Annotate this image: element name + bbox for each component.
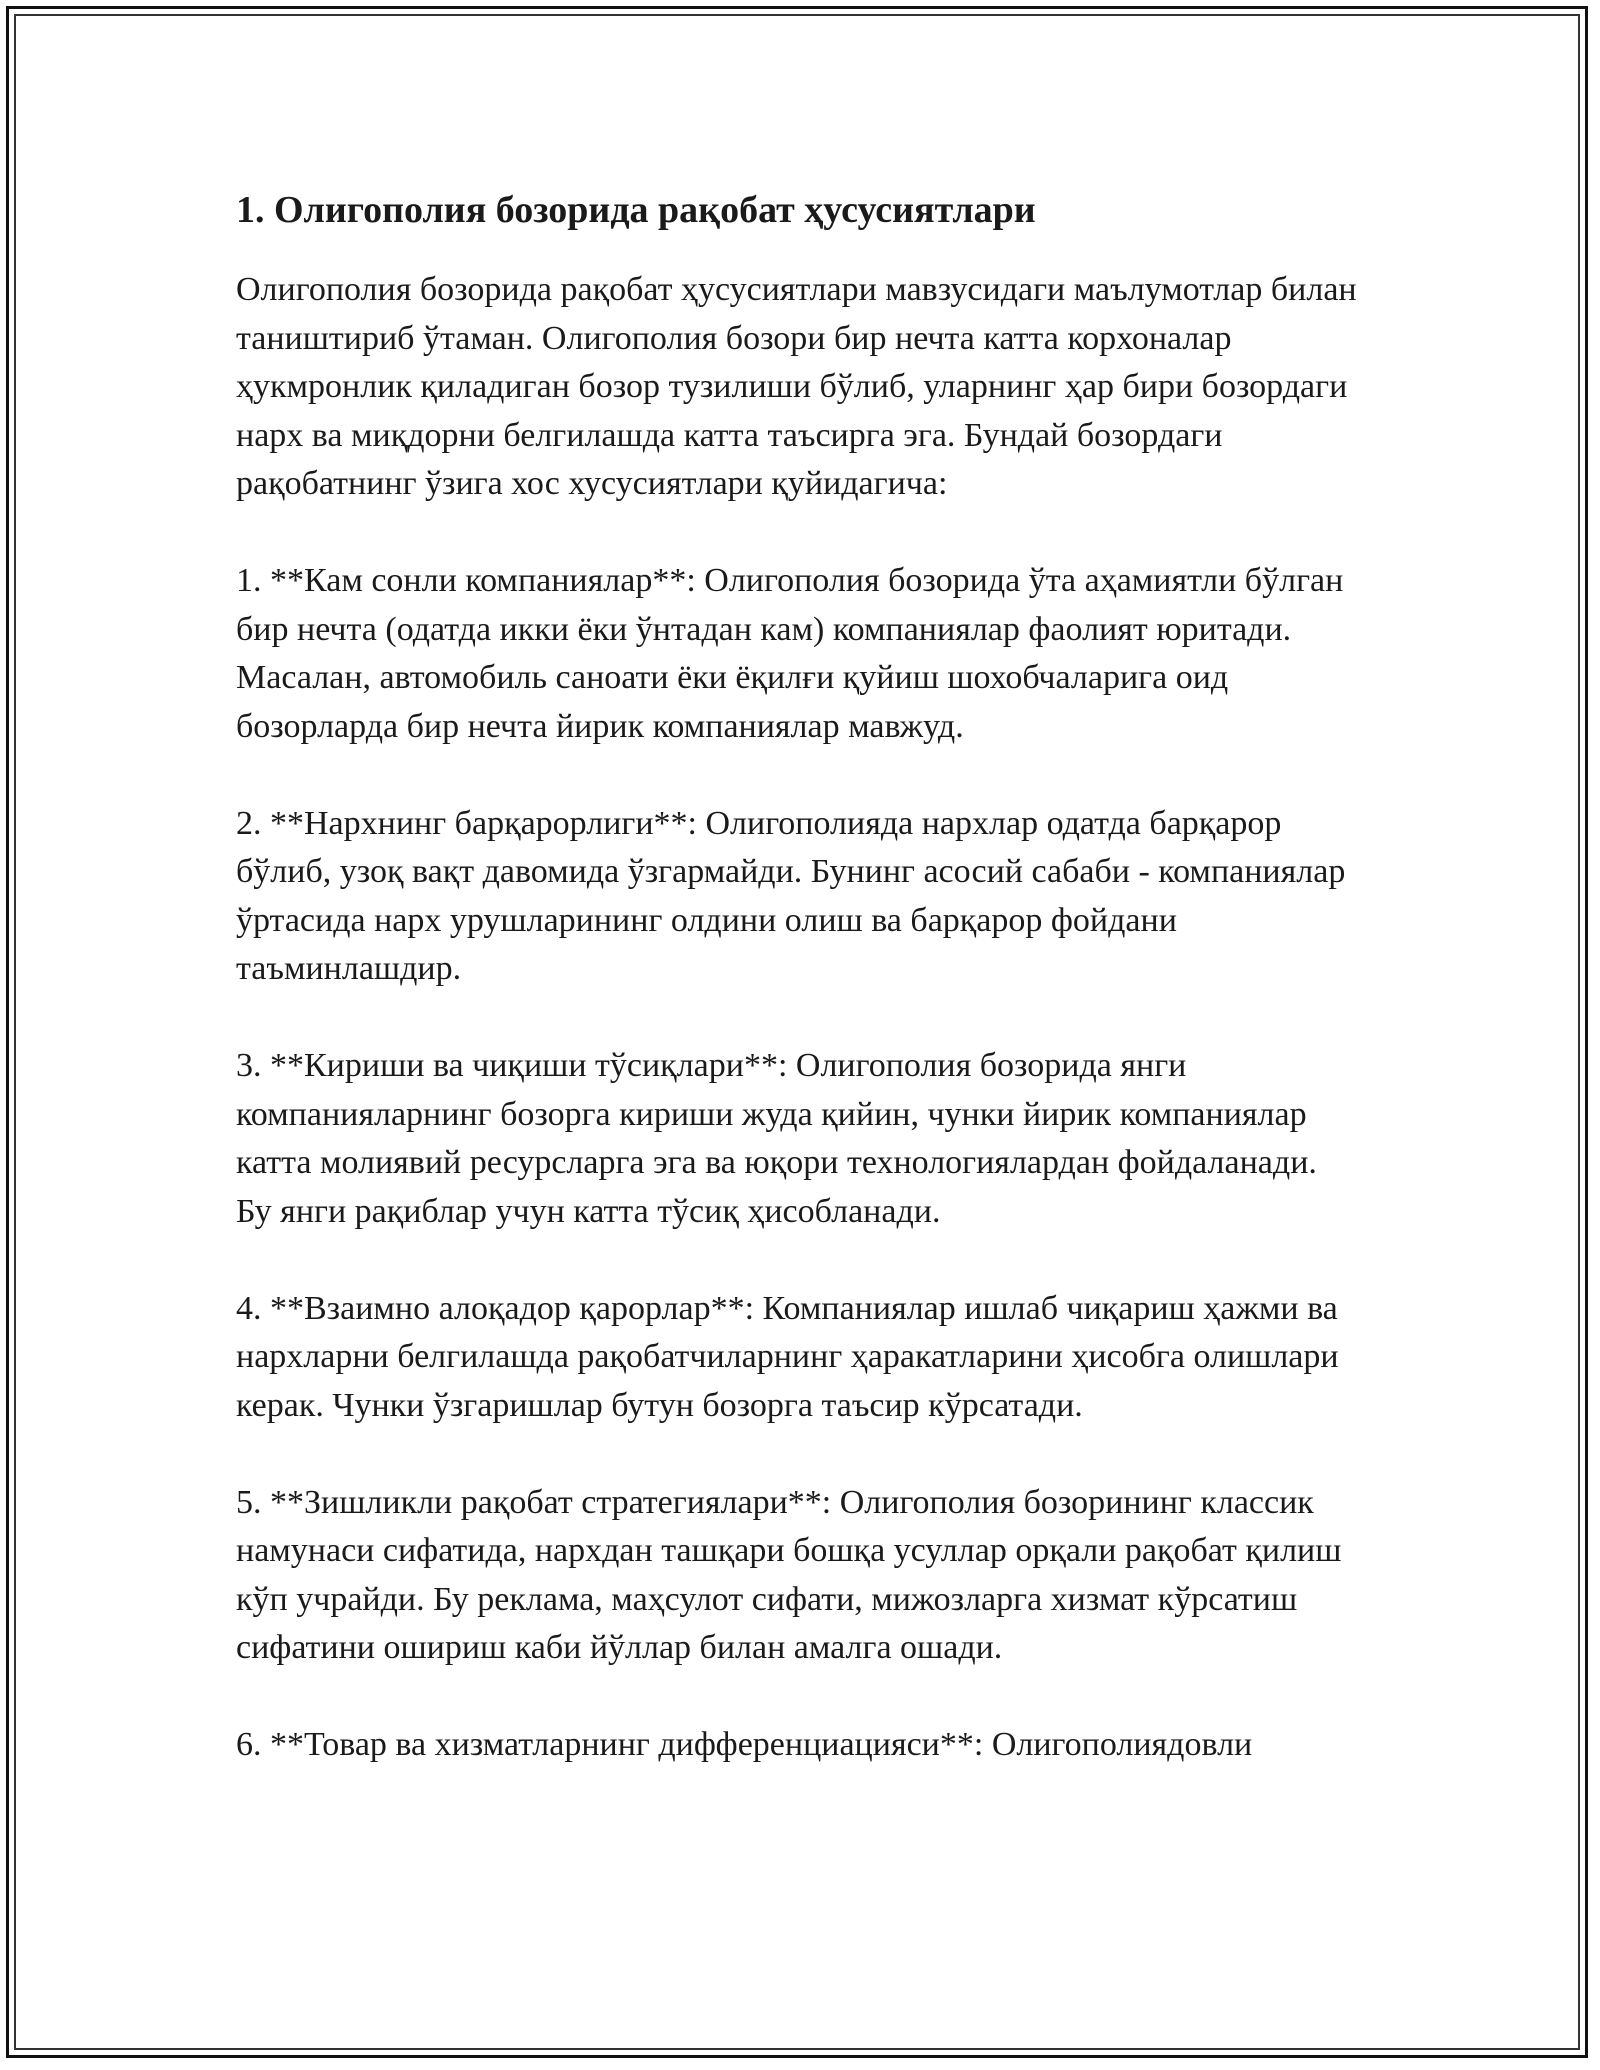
document-title: 1. Олигополия бозорида рақобат ҳусусиятлари (236, 189, 1036, 231)
list-item-interdependent-decisions: 4. **Взаимно алоқадор қарорлар**: Компаниялар ишлаб чиқариш ҳажми ва нархларни белгилашда рақобатчиларнинг ҳаракатларини ҳисобга олишлари керак. Чунки ўзгаришлар бутун бозорга таъсир кўрсатади. (236, 1289, 1339, 1424)
intro-paragraph: Олигополия бозорида рақобат ҳусусиятлари мавзусидаги маълумотлар билан таништириб ўтаман. Олигополия бозори бир нечта катта корхоналар ҳукмронлик қиладиган бозор тузилиши бўлиб, уларнинг ҳар бири бозордаги нарх ва миқдорни белгилашда катта таъсирга эга. Бундай бозордаги рақобатнинг ўзига хос хусусиятлари қуйидагича: (236, 271, 1357, 502)
list-item-entry-barriers: 3. **Кириши ва чиқиши тўсиқлари**: Олигополия бозорида янги компанияларнинг бозорга кириши жуда қийин, чунки йирик компаниялар катта молиявий ресурсларга эга ва юқори технологиялардан фойдаланади. Бу янги рақиблар учун катта тўсиқ ҳисобланади. (236, 1047, 1317, 1230)
list-item-few-companies: 1. **Кам сонли компаниялар**: Олигополия бозорида ўта аҳамиятли бўлган бир нечта (одатда икки ёки ўнтадан кам) компаниялар фаолият юритади. Масалан, автомобиль саноати ёки ёқилғи қуйиш шохобчаларига оид бозорларда бир нечта йирик компаниялар мавжуд. (236, 562, 1344, 745)
document-body (236, 186, 1360, 1818)
list-item-price-stability: 2. **Нархнинг барқарорлиги**: Олигополияда нархлар одатда барқарор бўлиб, узоқ вақт давомида ўзгармайди. Бунинг асосий сабаби - компаниялар ўртасида нарх урушларининг олдини олиш ва барқарор фойдани таъминлашдир. (236, 804, 1346, 987)
list-item-competition-strategies: 5. **Зишликли рақобат стратегиялари**: Олигополия бозорининг классик намунаси сифатида, нархдан ташқари бошқа усуллар орқали рақобат қилиш кўп учрайди. Бу реклама, маҳсулот сифати, мижозларга хизмат кўрсатиш сифатини ошириш каби йўллар билан амалга ошади. (236, 1483, 1342, 1666)
list-item-differentiation: 6. **Товар ва хизматларнинг дифференциацияси**: Олигополиядовли (236, 1726, 1253, 1763)
